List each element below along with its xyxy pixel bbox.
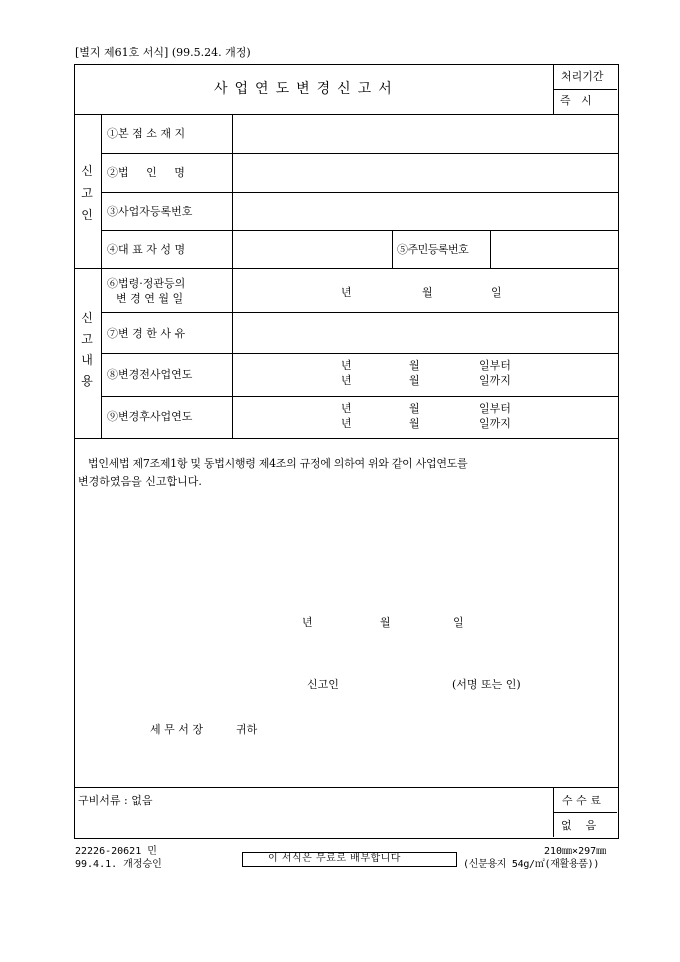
required-documents: 구비서류 : 없음 — [78, 794, 153, 807]
signature-or-seal[interactable]: (서명 또는 인) — [452, 678, 521, 691]
tax-office-head: 세 무 서 장 — [150, 723, 203, 736]
free-distribution-notice: 이 서식은 무료로 배부합니다 — [268, 853, 401, 864]
corporation-name-label: ②법 인 명 — [107, 166, 185, 179]
head-office-address-label: ①본 점 소 재 지 — [107, 127, 186, 140]
divider — [232, 114, 233, 438]
divider — [101, 353, 618, 354]
post-change-start-month[interactable]: 월 — [409, 402, 420, 415]
change-date-day[interactable]: 일 — [491, 286, 502, 299]
pre-change-from[interactable]: 일부터 — [479, 359, 511, 372]
divider — [101, 312, 618, 313]
form-number-label: [별지 제61호 서식] (99.5.24. 개정) — [75, 46, 251, 59]
change-reason-label: ⑦변 경 한 사 유 — [107, 327, 186, 340]
report-date-day[interactable]: 일 — [453, 616, 464, 629]
post-change-end-month[interactable]: 월 — [409, 417, 420, 430]
divider — [392, 230, 393, 268]
change-date-month[interactable]: 월 — [422, 286, 433, 299]
representative-name-label: ④대 표 자 성 명 — [107, 243, 186, 256]
content-label-char: 내 — [81, 353, 93, 367]
divider — [101, 192, 618, 193]
fee-label: 수 수 료 — [562, 794, 601, 807]
pre-change-fiscal-year-label: ⑧변경전사업연도 — [107, 368, 193, 381]
change-date-year[interactable]: 년 — [341, 286, 352, 299]
reporter-label-char: 고 — [81, 186, 93, 200]
divider — [490, 230, 491, 268]
change-date-label-line2: 변 경 연 월 일 — [116, 292, 184, 305]
pre-change-start-month[interactable]: 월 — [409, 359, 420, 372]
pre-change-to[interactable]: 일까지 — [479, 374, 511, 387]
divider — [553, 812, 617, 813]
paper-type: (신문용지 54g/㎡(재활용품)) — [463, 859, 600, 870]
processing-period-label: 처리기간 — [561, 70, 604, 83]
divider — [101, 114, 102, 438]
form-title: 사업연도변경신고서 — [214, 81, 399, 97]
post-change-to[interactable]: 일까지 — [479, 417, 511, 430]
processing-period-value: 즉 시 — [560, 94, 592, 107]
approval-date: 99.4.1. 개정승인 — [75, 859, 162, 870]
declaration-line1: 법인세법 제7조제1항 및 동법시행령 제4조의 규정에 의하여 위와 같이 사업연도를 — [88, 457, 468, 470]
divider — [101, 396, 618, 397]
form-code: 22226-20621 민 — [75, 846, 157, 857]
post-change-end-year[interactable]: 년 — [341, 417, 352, 430]
divider — [74, 114, 618, 115]
divider — [101, 153, 618, 154]
divider — [74, 787, 618, 788]
reporter-signature-label: 신고인 — [307, 678, 339, 691]
change-date-label-line1: ⑥법령·정관등의 — [107, 277, 186, 290]
content-label-char: 신 — [81, 311, 93, 325]
post-change-fiscal-year-label: ⑨변경후사업연도 — [107, 410, 193, 423]
reporter-label-char: 인 — [81, 208, 93, 222]
declaration-line2: 변경하였음을 신고합니다. — [78, 475, 202, 488]
divider — [553, 89, 617, 90]
divider — [74, 268, 618, 269]
content-label-char: 용 — [81, 374, 93, 388]
business-registration-number-label: ③사업자등록번호 — [107, 205, 193, 218]
recipient-suffix: 귀하 — [236, 723, 258, 736]
fee-value: 없 음 — [561, 819, 597, 832]
pre-change-end-year[interactable]: 년 — [341, 374, 352, 387]
reporter-section-label — [80, 160, 94, 226]
content-label-char: 고 — [81, 332, 93, 346]
post-change-start-year[interactable]: 년 — [341, 402, 352, 415]
post-change-from[interactable]: 일부터 — [479, 402, 511, 415]
pre-change-start-year[interactable]: 년 — [341, 359, 352, 372]
report-date-month[interactable]: 월 — [380, 616, 391, 629]
content-section-label — [80, 308, 94, 392]
pre-change-end-month[interactable]: 월 — [409, 374, 420, 387]
paper-size: 210㎜×297㎜ — [544, 846, 607, 857]
reporter-label-char: 신 — [81, 164, 93, 178]
divider — [101, 230, 618, 231]
report-date-year[interactable]: 년 — [302, 616, 313, 629]
divider — [74, 438, 618, 439]
resident-registration-number-label: ⑤주민등록번호 — [397, 243, 469, 256]
